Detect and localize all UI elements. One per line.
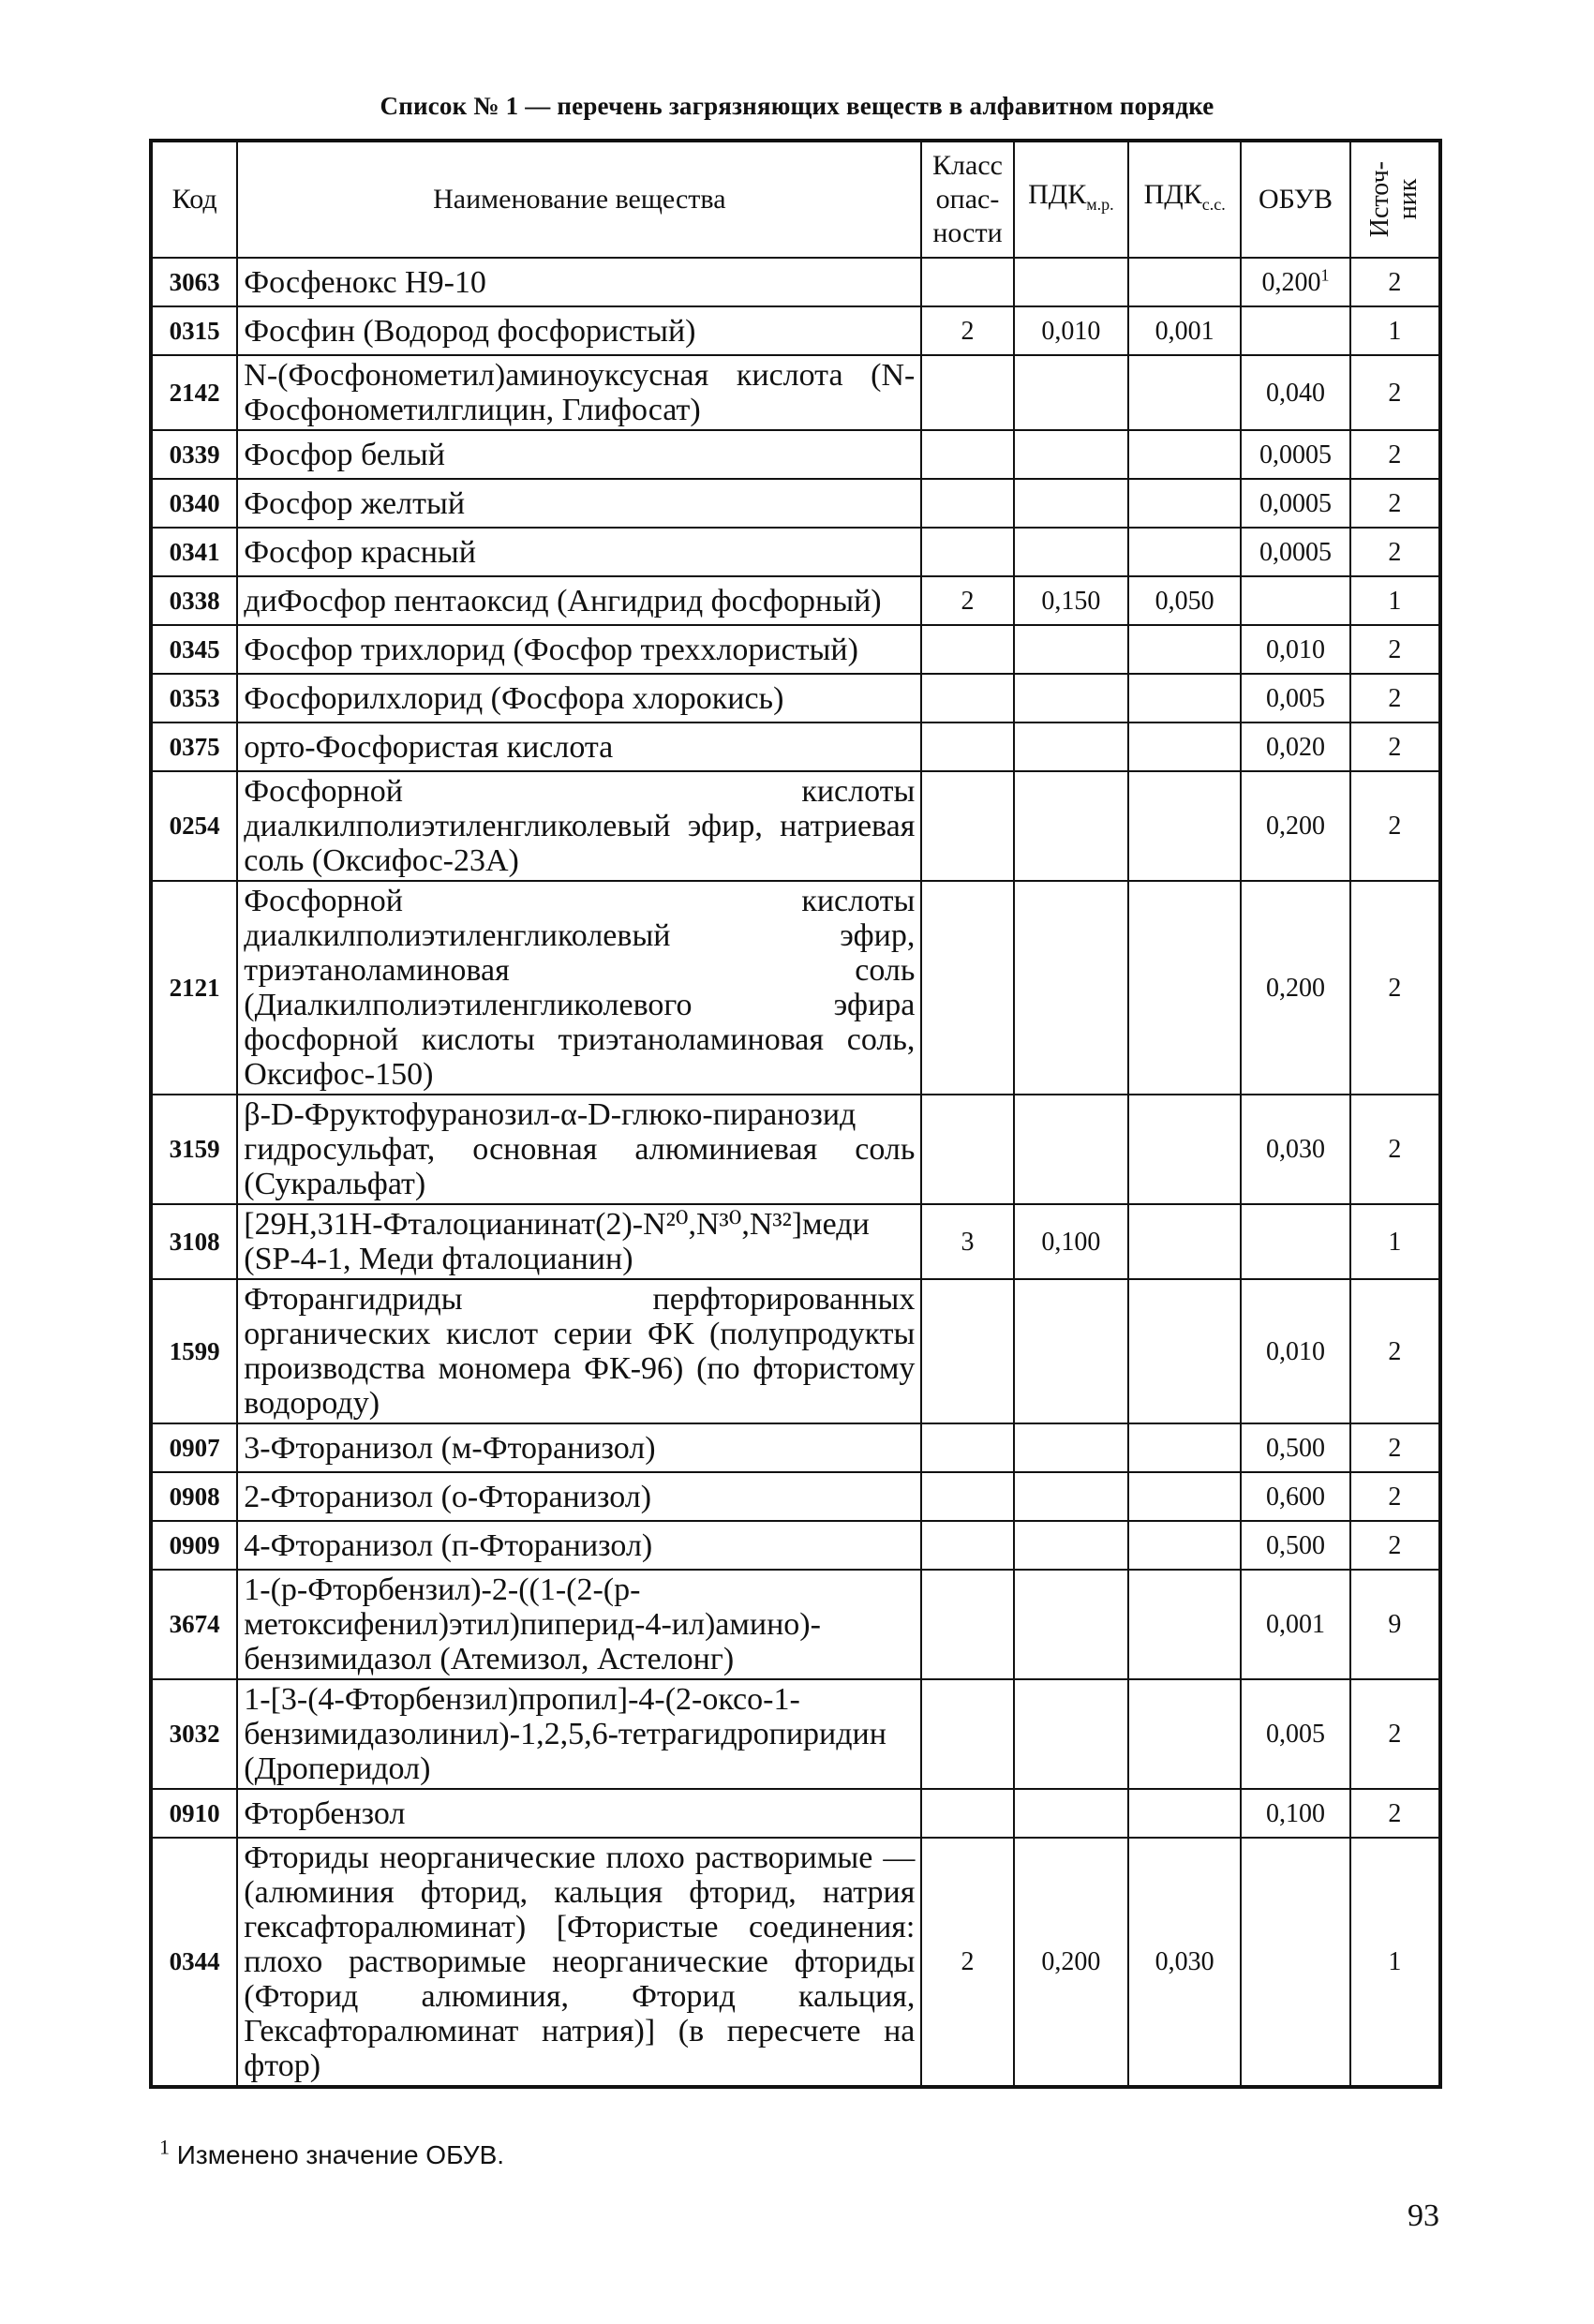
cell-obuv: 0,0005 [1241,528,1349,576]
cell-code: 2142 [151,355,237,430]
cell-name: N-(Фосфонометил)аминоуксусная кислота (N-Фосфонометилглицин, Глифосат) [237,355,921,430]
cell-hazard-class [921,1279,1013,1423]
cell-source: 2 [1350,674,1440,723]
cell-obuv: 0,200 [1241,881,1349,1095]
cell-obuv: 0,010 [1241,1279,1349,1423]
table-row [151,355,1440,430]
table-row [151,1838,1440,2087]
cell-pdk-ss [1128,479,1241,528]
cell-obuv: 0,001 [1241,1570,1349,1679]
cell-source: 2 [1350,1279,1440,1423]
cell-name: диФосфор пентаоксид (Ангидрид фосфорный) [237,576,921,625]
cell-obuv [1241,306,1349,355]
cell-pdk-ss [1128,1679,1241,1789]
cell-obuv: 0,030 [1241,1095,1349,1204]
cell-code: 3032 [151,1679,237,1789]
page-number: 93 [1408,2198,1439,2233]
cell-code: 0909 [151,1521,237,1570]
cell-pdk-ss [1128,1789,1241,1838]
cell-pdk-mr [1014,1570,1128,1679]
cell-code: 0345 [151,625,237,674]
table-row [151,1789,1440,1838]
cell-hazard-class [921,1095,1013,1204]
cell-pdk-mr [1014,1095,1128,1204]
cell-name: 4-Фторанизол (п-Фторанизол) [237,1521,921,1570]
cell-name: Фторангидриды перфторированных органических кислот серии ФК (полупродукты производства мономера ФК-96) (по фтористому водороду) [237,1279,921,1423]
cell-code: 0908 [151,1472,237,1521]
cell-source: 2 [1350,1472,1440,1521]
cell-hazard-class [921,1521,1013,1570]
cell-pdk-mr [1014,1789,1128,1838]
cell-pdk-mr [1014,1279,1128,1423]
cell-name: [29Н,31Н-Фталоцианинат(2)-N²⁰,N³⁰,N³²]меди (SP-4-1, Меди фталоцианин) [237,1204,921,1279]
cell-hazard-class: 2 [921,306,1013,355]
cell-hazard-class [921,881,1013,1095]
header-hazard-class: Класс опас- ности [921,141,1013,258]
cell-code: 0375 [151,723,237,771]
cell-pdk-ss: 0,050 [1128,576,1241,625]
cell-pdk-mr: 0,200 [1014,1838,1128,2087]
table-row [151,430,1440,479]
cell-pdk-ss [1128,1472,1241,1521]
table-row [151,306,1440,355]
table-row [151,1423,1440,1472]
table-row [151,1570,1440,1679]
header-name: Наименование вещества [237,141,921,258]
cell-obuv: 0,005 [1241,674,1349,723]
cell-code: 0341 [151,528,237,576]
cell-pdk-mr [1014,528,1128,576]
cell-code: 0344 [151,1838,237,2087]
table-row [151,576,1440,625]
cell-obuv: 0,020 [1241,723,1349,771]
cell-pdk-ss [1128,1570,1241,1679]
table-row [151,881,1440,1095]
cell-pdk-ss: 0,030 [1128,1838,1241,2087]
cell-source: 2 [1350,528,1440,576]
cell-name: Фосфорной кислоты диалкилполиэтиленгликолевый эфир, натриевая соль (Оксифос-23А) [237,771,921,881]
cell-code: 3108 [151,1204,237,1279]
cell-obuv: 0,200 [1241,771,1349,881]
cell-pdk-ss [1128,674,1241,723]
cell-pdk-ss [1128,723,1241,771]
cell-source: 1 [1350,576,1440,625]
table-row [151,1279,1440,1423]
cell-source: 2 [1350,1095,1440,1204]
cell-hazard-class [921,258,1013,306]
cell-code: 0339 [151,430,237,479]
cell-pdk-ss [1128,1204,1241,1279]
table-body [151,258,1440,2087]
cell-pdk-ss [1128,1279,1241,1423]
cell-source: 2 [1350,1789,1440,1838]
cell-name: Фосфорилхлорид (Фосфора хлорокись) [237,674,921,723]
cell-pdk-ss [1128,1095,1241,1204]
cell-pdk-ss [1128,881,1241,1095]
cell-hazard-class [921,723,1013,771]
cell-code: 3063 [151,258,237,306]
cell-source: 2 [1350,355,1440,430]
cell-pdk-mr [1014,1472,1128,1521]
cell-code: 0315 [151,306,237,355]
cell-pdk-ss [1128,1521,1241,1570]
cell-pdk-mr [1014,771,1128,881]
cell-hazard-class [921,430,1013,479]
cell-obuv: 0,500 [1241,1521,1349,1570]
cell-obuv [1241,1838,1349,2087]
cell-pdk-mr [1014,1679,1128,1789]
cell-pdk-mr [1014,430,1128,479]
cell-source: 2 [1350,1521,1440,1570]
cell-name: орто-Фосфористая кислота [237,723,921,771]
cell-hazard-class [921,1570,1013,1679]
cell-name: 1-[3-(4-Фторбензил)пропил]-4-(2-оксо-1-бензимидазолинил)-1,2,5,6-тетрагидропиридин (Дроперидол) [237,1679,921,1789]
header-code: Код [151,141,237,258]
table-row [151,528,1440,576]
table-row [151,1521,1440,1570]
cell-pdk-ss: 0,001 [1128,306,1241,355]
cell-code: 0338 [151,576,237,625]
cell-name: Фосфор красный [237,528,921,576]
cell-source: 1 [1350,1838,1440,2087]
table-row [151,1679,1440,1789]
cell-pdk-ss [1128,430,1241,479]
cell-name: Фторбензол [237,1789,921,1838]
cell-pdk-mr [1014,479,1128,528]
cell-obuv: 0,500 [1241,1423,1349,1472]
cell-hazard-class [921,355,1013,430]
cell-pdk-mr [1014,1423,1128,1472]
cell-name: Фосфенокс Н9-10 [237,258,921,306]
cell-pdk-mr: 0,010 [1014,306,1128,355]
cell-pdk-ss [1128,1423,1241,1472]
cell-source: 2 [1350,1679,1440,1789]
cell-code: 2121 [151,881,237,1095]
cell-obuv [1241,576,1349,625]
cell-name: Фосфин (Водород фосфористый) [237,306,921,355]
cell-pdk-mr: 0,150 [1014,576,1128,625]
cell-hazard-class [921,625,1013,674]
table-row [151,1472,1440,1521]
footnote-text: Изменено значение ОБУВ. [176,2140,505,2169]
cell-obuv: 0,010 [1241,625,1349,674]
cell-obuv: 0,0005 [1241,430,1349,479]
cell-pdk-ss [1128,258,1241,306]
footnote [159,2135,505,2170]
cell-code: 0340 [151,479,237,528]
cell-name: 1-(р-Фторбензил)-2-((1-(2-(р-метоксифенил)этил)пиперид-4-ил)амино)-бензимидазол (Атемизол, Астелонг) [237,1570,921,1679]
cell-pdk-mr [1014,625,1128,674]
cell-name: Фосфорной кислоты диалкилполиэтиленгликолевый эфир, триэтаноламиновая соль (Диалкилполиэтиленгликолевого эфира фосфорной кислоты триэтаноламиновая соль, Оксифос-150) [237,881,921,1095]
cell-source: 2 [1350,771,1440,881]
cell-name: β-D-Фруктофуранозил-α-D-глюко-пиранозид гидросульфат, основная алюминиевая соль (Сукральфат) [237,1095,921,1204]
footnote-mark: 1 [159,2135,170,2159]
cell-hazard-class: 2 [921,576,1013,625]
page-title: Список № 1 — перечень загрязняющих веществ в алфавитном порядке [380,92,1214,120]
cell-pdk-mr: 0,100 [1014,1204,1128,1279]
header-pdk-mr: $ПДК_{м.р.}$ [1014,141,1128,258]
cell-hazard-class: 2 [921,1838,1013,2087]
cell-pdk-ss [1128,355,1241,430]
cell-obuv: 0,200$^1$ [1241,258,1349,306]
cell-pdk-ss [1128,528,1241,576]
cell-hazard-class [921,479,1013,528]
table-row [151,771,1440,881]
table-row [151,1095,1440,1204]
table-row [151,625,1440,674]
cell-obuv: 0,040 [1241,355,1349,430]
table-row [151,674,1440,723]
header-obuv: ОБУВ [1241,141,1349,258]
cell-pdk-mr [1014,258,1128,306]
cell-name: 3-Фторанизол (м-Фторанизол) [237,1423,921,1472]
cell-obuv [1241,1204,1349,1279]
cell-name: Фосфор трихлорид (Фосфор треххлористый) [237,625,921,674]
cell-source: 2 [1350,881,1440,1095]
cell-code: 0907 [151,1423,237,1472]
table-row [151,258,1440,306]
header-pdk-ss: $ПДК_{с.с.}$ [1128,141,1241,258]
cell-name: Фториды неорганические плохо растворимые — (алюминия фторид, кальция фторид, натрия гексафторалюминат) [Фтористые соединения: плохо растворимые неорганические фториды (Фторид алюминия, Фторид кальция, Гексафторалюминат натрия)] (в пересчете на фтор) [237,1838,921,2087]
table-row [151,479,1440,528]
cell-name: 2-Фторанизол (о-Фторанизол) [237,1472,921,1521]
cell-pdk-mr [1014,355,1128,430]
header-source: Источ- ник [1350,141,1440,258]
cell-hazard-class [921,528,1013,576]
cell-pdk-ss [1128,771,1241,881]
cell-code: 0910 [151,1789,237,1838]
cell-hazard-class [921,1679,1013,1789]
cell-obuv: 0,005 [1241,1679,1349,1789]
cell-hazard-class [921,1423,1013,1472]
substances-table [149,139,1442,2089]
cell-source: 2 [1350,430,1440,479]
cell-name: Фосфор белый [237,430,921,479]
cell-hazard-class [921,674,1013,723]
table-row [151,723,1440,771]
cell-code: 3674 [151,1570,237,1679]
cell-pdk-mr [1014,723,1128,771]
cell-code: 1599 [151,1279,237,1423]
cell-hazard-class [921,1789,1013,1838]
cell-pdk-mr [1014,674,1128,723]
cell-obuv: 0,100 [1241,1789,1349,1838]
cell-source: 2 [1350,1423,1440,1472]
cell-obuv: 0,600 [1241,1472,1349,1521]
table-row [151,1204,1440,1279]
footnote-ref: 1 [1320,265,1330,285]
cell-code: 0254 [151,771,237,881]
cell-source: 2 [1350,479,1440,528]
cell-hazard-class: 3 [921,1204,1013,1279]
cell-source: 1 [1350,1204,1440,1279]
cell-hazard-class [921,771,1013,881]
cell-code: 3159 [151,1095,237,1204]
cell-name: Фосфор желтый [237,479,921,528]
cell-code: 0353 [151,674,237,723]
header-row [151,141,1440,258]
cell-obuv: 0,0005 [1241,479,1349,528]
cell-source: 2 [1350,625,1440,674]
cell-hazard-class [921,1472,1013,1521]
cell-source: 1 [1350,306,1440,355]
cell-source: 2 [1350,723,1440,771]
cell-source: 2 [1350,258,1440,306]
cell-source: 9 [1350,1570,1440,1679]
cell-pdk-mr [1014,1521,1128,1570]
cell-pdk-mr [1014,881,1128,1095]
cell-pdk-ss [1128,625,1241,674]
